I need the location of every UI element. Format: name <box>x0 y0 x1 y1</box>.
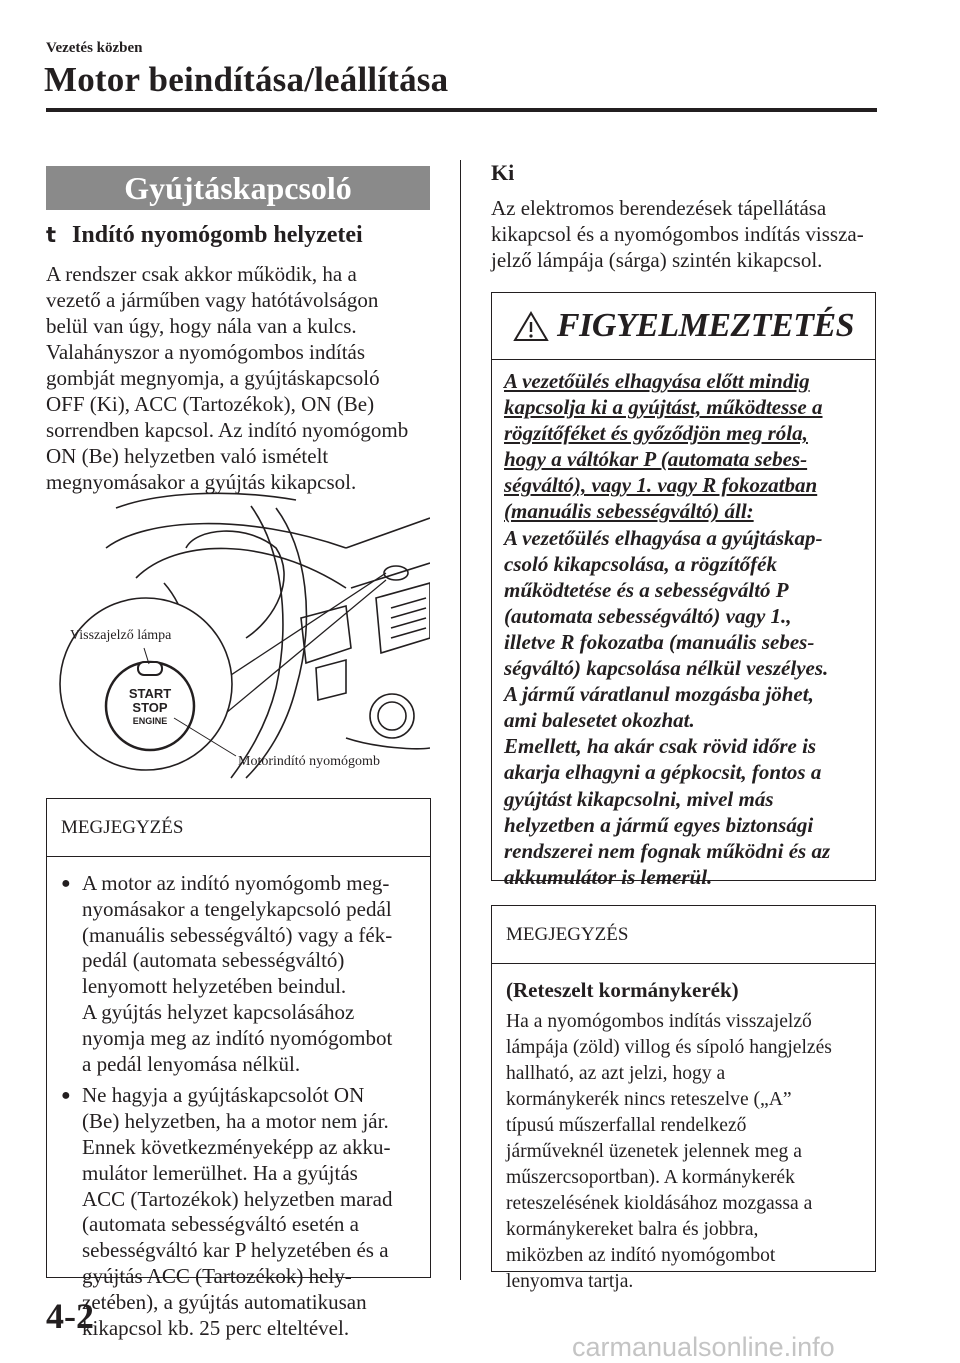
dashboard-illustration <box>46 488 430 780</box>
bullet-icon: ● <box>61 875 71 892</box>
note-list <box>47 857 430 1341</box>
note-subheading: (Reteszelt kormánykerék) <box>506 978 739 1002</box>
intro-paragraph: A rendszer csak akkor működik, ha a vezető a járműben vagy hatótávolságon belül van úgy, hogy nála van a kulcs. Valahányszor a nyomógombos indítás gombját megnyomja, a gyújtáskapcsoló OFF (Ki), ACC (Tartozékok), ON (Be) sorrendben kapcsol. Az indító nyomógomb ON (Be) helyzetben való ismételt megnyomásakor a gyújtás kikapcsol. <box>46 262 409 494</box>
subheading-text: Indító nyomógomb helyzetei <box>72 222 363 248</box>
note-text: Ha a nyomógombos indítás visszajelző lámpája (zöld) villog és sípoló hangjelzés hallható, az azt jelzi, hogy a kormánykerék nincs reteszelve („A” típusú műszerfallal rendelkező járműveknél üzenetek jelennek meg a műszercsoportban). A kormánykerék reteszelésének kioldásához mozgassa a kormánykereket balra és jobbra, miközben az indító nyomógombot lenyomva tartja. <box>506 1011 832 1292</box>
section-bullet-icon: t <box>46 223 57 247</box>
start-text: START <box>128 686 172 701</box>
label-indicator-lamp: Visszajelző lámpa <box>70 628 172 643</box>
ki-heading: Ki <box>491 160 515 185</box>
ki-paragraph: Az elektromos berendezések tápellátása kikapcsol és a nyomógombos indítás vissza- jelző lámpája (sárga) szintén kikapcsol. <box>491 196 864 272</box>
page-number: 4-2 <box>46 1296 94 1336</box>
section-banner: Gyújtáskapcsoló <box>46 166 430 210</box>
subheading <box>46 222 363 249</box>
breadcrumb: Vezetés közben <box>46 40 143 56</box>
title-rule <box>46 108 877 112</box>
list-item: ● A motor az indító nyomógomb meg- nyomásakor a tengelykapcsoló pedál (manuális sebességváltó) vagy a fék- pedál (automata sebességváltó) lenyomott helyzetében beindul. A gyújtás helyzet kapcsolásához nyomja meg az indító nyomógombot a pedál lenyomása nélkül. <box>61 871 393 1076</box>
start-button-figure <box>46 488 430 780</box>
warning-header <box>492 293 875 360</box>
note-heading: MEGJEGYZÉS <box>492 906 875 964</box>
stop-text: STOP <box>132 700 168 715</box>
list-item: ● Ne hagyja a gyújtáskapcsolót ON (Be) helyzetben, ha a motor nem jár. Ennek következményeképp az akku- mulátor lemerülhet. Ha a gyújtás ACC (Tartozékok) helyzetben marad (automata sebességváltó esetén a sebességváltó kar P helyzetében és a gyújtás ACC (Tartozékok) hely- zetében), a gyújtás automatikusan kikapcsol kb. 25 perc elteltével. <box>61 1083 393 1340</box>
bullet-icon: ● <box>61 1087 71 1105</box>
watermark: carmanualsonline.info <box>572 1332 835 1362</box>
label-start-button: Motorindító nyomógomb <box>238 754 380 769</box>
indicator-lamp-icon <box>138 662 162 675</box>
note-box-2 <box>491 905 876 1292</box>
warning-title: FIGYELMEZTETÉS <box>556 307 855 344</box>
warning-body <box>492 360 875 890</box>
warning-triangle-icon <box>513 310 549 342</box>
warning-box <box>491 292 876 889</box>
warning-underlined-text: A vezetőülés elhagyása előtt mindig kapcsolja ki a gyújtást, működtesse a rögzítőféket és győződjön meg róla, hogy a váltókar P (automata sebes- ségváltó), vagy 1. vagy R fokozatban (manuális sebességváltó) áll: <box>504 369 823 524</box>
note-heading: MEGJEGYZÉS <box>47 799 430 857</box>
column-divider <box>460 160 461 1280</box>
warning-text: A vezetőülés elhagyása a gyújtáskap- csoló kikapcsolása, a rögzítőfék működtetése és a sebességváltó P (automata sebességváltó) vagy 1., illetve R fokozatba (manuális sebes- ségváltó) kapcsolása nélkül veszélyes. A jármű váratlanul mozgásba jöhet, ami balesetet okozhat. Emellett, ha akár csak rövid időre is akarja elhagyni a gépkocsit, fontos a gyújtást kikapcsolni, mivel más helyzetben a jármű egyes biztonsági rendszerei nem fognak működni és az akkumulátor is lemerül. <box>504 525 831 889</box>
engine-text: ENGINE <box>132 716 168 726</box>
page-title: Motor beindítása/leállítása <box>44 60 449 99</box>
